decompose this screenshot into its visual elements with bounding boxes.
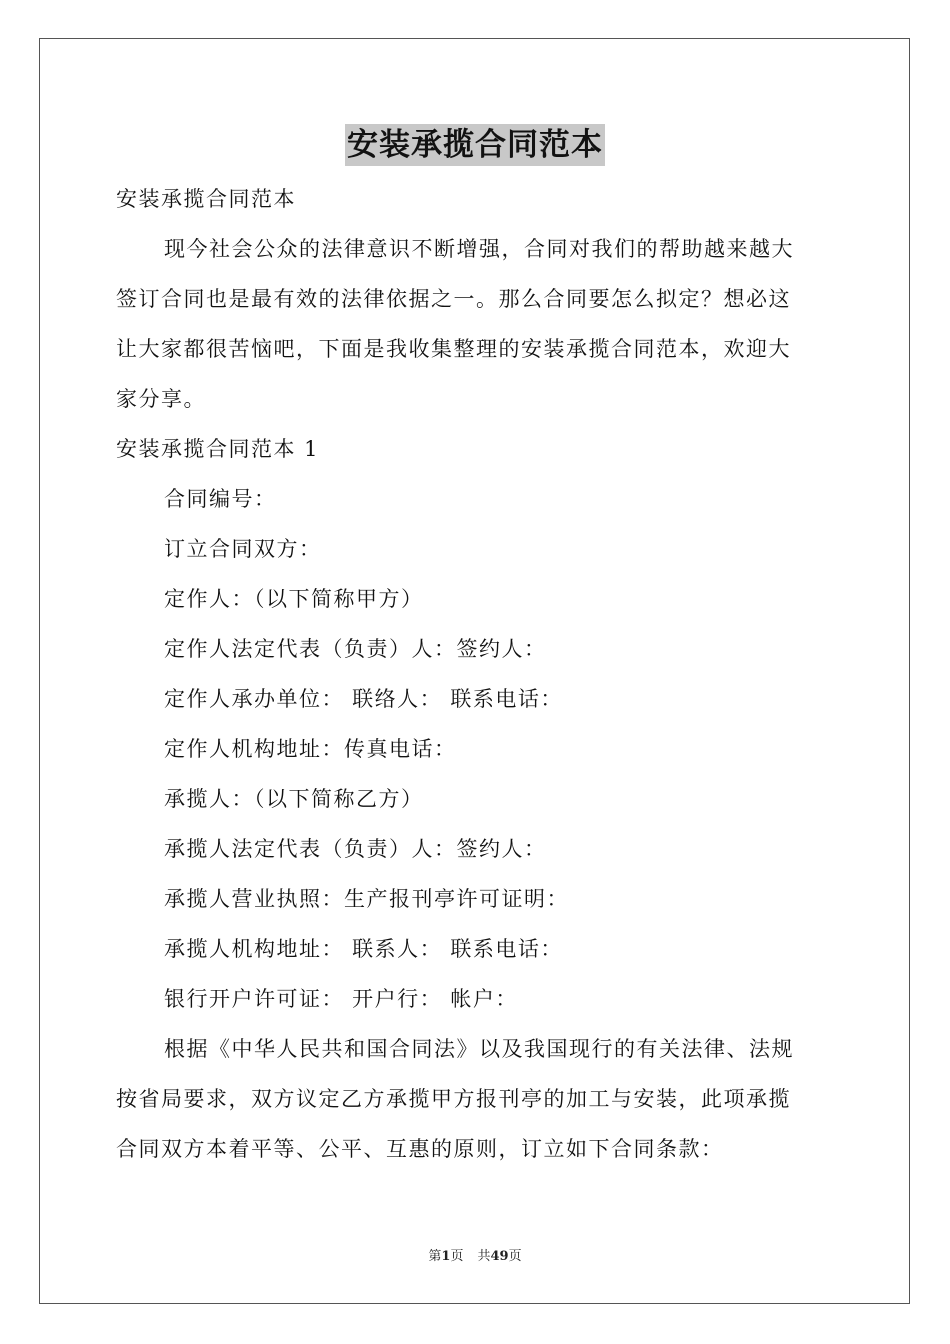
body-line: 安装承揽合同范本 1 (116, 437, 320, 461)
page-suffix: 页 (450, 1249, 464, 1264)
body-line: 安装承揽合同范本 (116, 187, 296, 211)
body-line: 合同双方本着平等、公平、互惠的原则，订立如下合同条款： (116, 1137, 724, 1161)
total-suffix: 页 (508, 1249, 522, 1264)
title-container (0, 124, 950, 166)
body-line: 承揽人营业执照：生产报刊亭许可证明： (164, 887, 569, 911)
total-prefix: 共 (477, 1249, 491, 1264)
body-line: 让大家都很苦恼吧，下面是我收集整理的安装承揽合同范本，欢迎大 (116, 337, 791, 361)
body-line: 定作人法定代表（负责）人：签约人： (164, 637, 547, 661)
body-line: 定作人承办单位： 联络人： 联系电话： (164, 687, 563, 711)
body-line: 承揽人法定代表（负责）人：签约人： (164, 837, 547, 861)
document-body (116, 174, 836, 1174)
body-line: 按省局要求，双方议定乙方承揽甲方报刊亭的加工与安装，此项承揽 (116, 1087, 791, 1111)
body-line: 家分享。 (116, 387, 206, 411)
body-line: 承揽人机构地址： 联系人： 联系电话： (164, 937, 563, 961)
page-prefix: 第 (428, 1249, 442, 1264)
total-pages: 49 (490, 1249, 509, 1264)
body-line: 定作人：（以下简称甲方） (164, 587, 424, 611)
body-line: 定作人机构地址：传真电话： (164, 737, 457, 761)
page-number: 1 (441, 1249, 451, 1264)
body-line: 根据《中华人民共和国合同法》以及我国现行的有关法律、法规 (164, 1037, 794, 1061)
body-line: 订立合同双方： (164, 537, 322, 561)
body-line: 签订合同也是最有效的法律依据之一。那么合同要怎么拟定？想必这 (116, 287, 791, 311)
body-line: 现今社会公众的法律意识不断增强，合同对我们的帮助越来越大 (164, 237, 794, 261)
page-footer (0, 1245, 950, 1264)
body-line: 承揽人：（以下简称乙方） (164, 787, 424, 811)
body-line: 银行开户许可证： 开户行： 帐户： (164, 987, 518, 1011)
body-line: 合同编号： (164, 487, 277, 511)
document-title: 安装承揽合同范本 (345, 124, 605, 166)
